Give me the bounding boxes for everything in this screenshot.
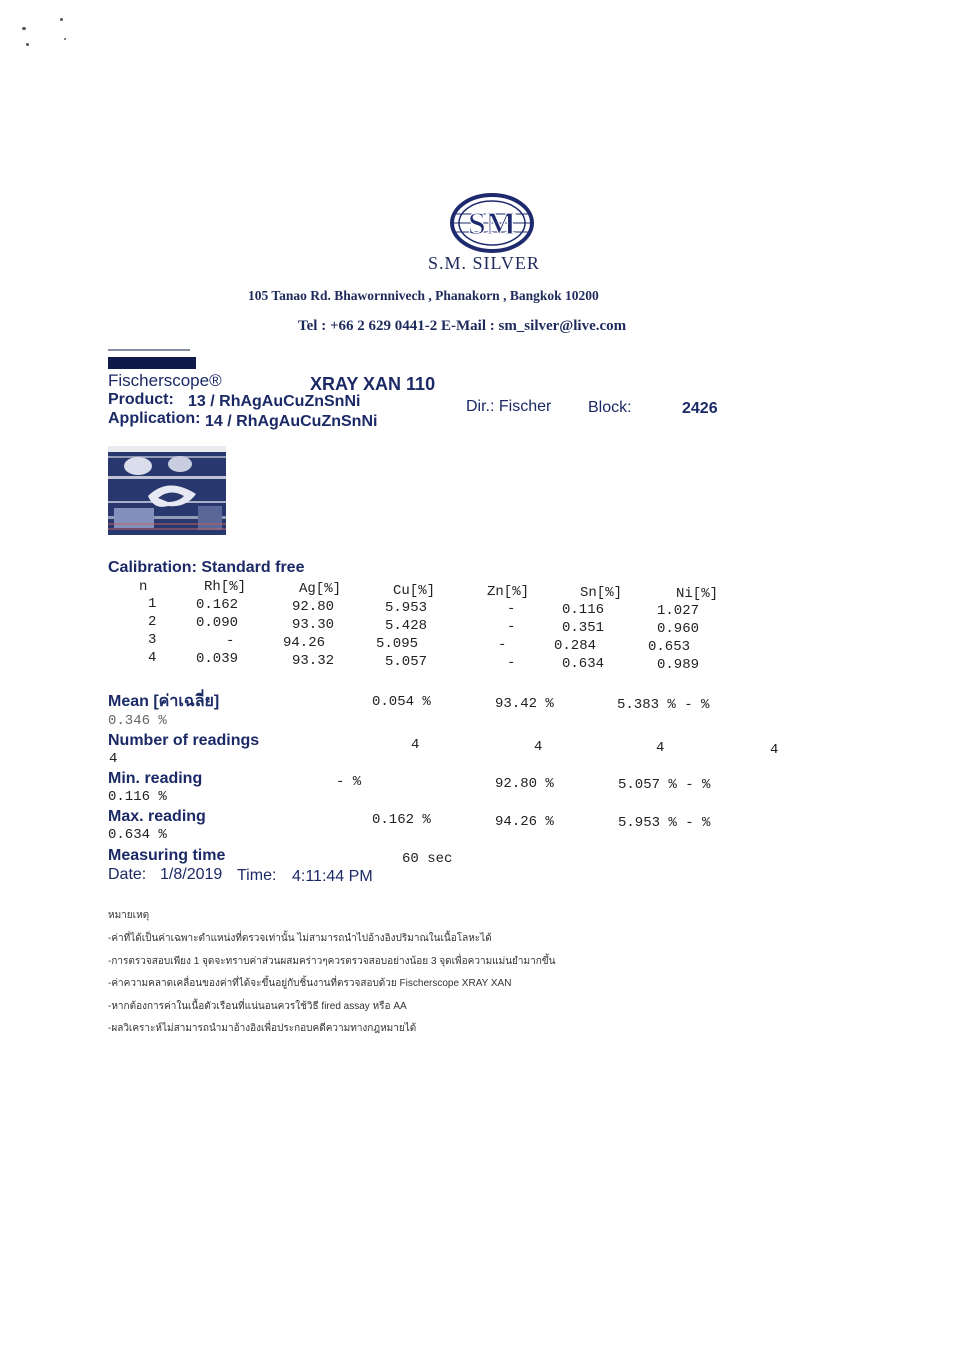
mean-sn: 0.346 % [108,713,167,729]
readings-count: 4 [109,751,118,767]
table-cell: - [226,633,235,649]
table-cell: - [498,637,507,653]
min-ag: 92.80 % [495,776,554,792]
min-rh: - % [336,774,362,790]
note-line: -ผลวิเคราะห์ไม่สามารถนำมาอ้างอิงเพื่อประกอบคดีความทางกฎหมายได้ [108,1023,417,1034]
table-cell: 93.32 [292,653,335,669]
table-cell: 0.634 [562,656,605,672]
table-cell: - [507,601,516,617]
min-sn: 0.116 % [108,789,167,805]
table-cell: 0.351 [562,620,605,636]
mean-label: Mean [ค่าเฉลี่ย] [108,693,220,710]
application-value: 14 / RhAgAuCuZnSnNi [205,413,378,430]
redacted-bar [108,349,190,351]
redacted-label [108,357,196,369]
col-header-n: n [139,579,148,595]
time-label: Time: [237,867,277,884]
mean-rh: 0.054 % [372,694,431,710]
table-cell: 2 [148,614,157,630]
note-line: -ค่าความคลาดเคลื่อนของค่าที่ได้จะขึ้นอยู่กับชิ้นงานที่ตรวจสอบด้วย Fischerscope XRAY XAN [108,978,512,989]
scan-speck [64,38,66,40]
table-cell: 94.26 [283,635,326,651]
col-header-ni: Ni[%] [676,586,719,602]
scan-speck [60,18,63,21]
table-cell: 3 [148,632,157,648]
max-cu: 5.953 % - % [618,815,711,831]
max-sn: 0.634 % [108,827,167,843]
notes-title: หมายเหตุ [108,910,150,921]
table-cell: 0.090 [196,615,239,631]
table-cell: - [507,619,516,635]
readings-count: 4 [411,737,420,753]
application-label: Application: [108,410,201,427]
table-cell: 92.80 [292,599,335,615]
col-header-ag: Ag[%] [299,581,342,597]
calibration-label: Calibration: Standard free [108,559,305,576]
table-cell: 5.095 [376,636,419,652]
measuring-time-label: Measuring time [108,847,226,864]
col-header-cu: Cu[%] [393,583,436,599]
readings-count-label: Number of readings [108,732,260,749]
table-cell: 0.989 [657,657,700,673]
time-value: 4:11:44 PM [292,868,373,885]
note-line: -หากต้องการค่าในเนื้อตัวเรือนที่แน่นอนควรใช้วิธี fired assay หรือ AA [108,1001,407,1012]
table-cell: 0.162 [196,597,239,613]
min-cu: 5.057 % - % [618,777,711,793]
note-line: -การตรวจสอบเพียง 1 จุดจะทราบค่าส่วนผสมคร่าวๆควรตรวจสอบอย่างน้อย 3 จุดเพื่อความแม่นยำมากขึ้น [108,956,556,967]
scan-speck [22,27,26,30]
table-cell: 0.284 [554,638,597,654]
table-cell: 4 [148,650,157,666]
company-logo [450,193,534,253]
instrument-model: XRAY XAN 110 [310,374,436,394]
date-label: Date: [108,866,147,883]
instrument-name: Fischerscope® [108,371,222,390]
product-value: 13 / RhAgAuCuZnSnNi [188,393,361,410]
table-cell: 0.960 [657,621,700,637]
col-header-rh: Rh[%] [204,579,247,595]
table-cell: 5.953 [385,600,428,616]
max-rh: 0.162 % [372,812,431,828]
date-value: 1/8/2019 [160,866,223,883]
company-name: S.M. SILVER [428,253,540,273]
max-reading-label: Max. reading [108,808,206,825]
company-contact: Tel : +66 2 629 0441-2 E-Mail : sm_silver@live.com [298,318,627,334]
table-cell: 0.116 [562,602,605,618]
table-cell: 1 [148,596,157,612]
table-cell: 0.653 [648,639,691,655]
block-label: Block: [588,399,632,416]
table-cell: 5.057 [385,654,428,670]
company-address: 105 Tanao Rd. Bhawornnivech , Phanakorn , Bangkok 10200 [248,288,599,303]
scan-speck [26,43,29,46]
table-cell: 93.30 [292,617,335,633]
sample-photo [108,446,226,535]
table-cell: 0.039 [196,651,239,667]
logo-monogram: SM [468,205,516,241]
col-header-sn: Sn[%] [580,585,623,601]
readings-count: 4 [770,742,779,758]
readings-count: 4 [656,740,665,756]
min-reading-label: Min. reading [108,770,203,787]
mean-cu: 5.383 % - % [617,697,710,713]
mean-ag: 93.42 % [495,696,554,712]
table-cell: 5.428 [385,618,428,634]
block-value: 2426 [682,400,718,417]
readings-count: 4 [534,739,543,755]
note-line: -ค่าที่ได้เป็นค่าเฉพาะตำแหน่งที่ตรวจเท่านั้น ไม่สามารถนำไปอ้างอิงปริมาณในเนื้อโลหะได้ [108,933,492,944]
table-cell: 1.027 [657,603,700,619]
dir-label: Dir.: Fischer [466,398,552,415]
max-ag: 94.26 % [495,814,554,830]
product-label: Product: [108,391,174,408]
col-header-zn: Zn[%] [487,584,530,600]
measuring-time-value: 60 sec [402,851,453,867]
table-cell: - [507,655,516,671]
